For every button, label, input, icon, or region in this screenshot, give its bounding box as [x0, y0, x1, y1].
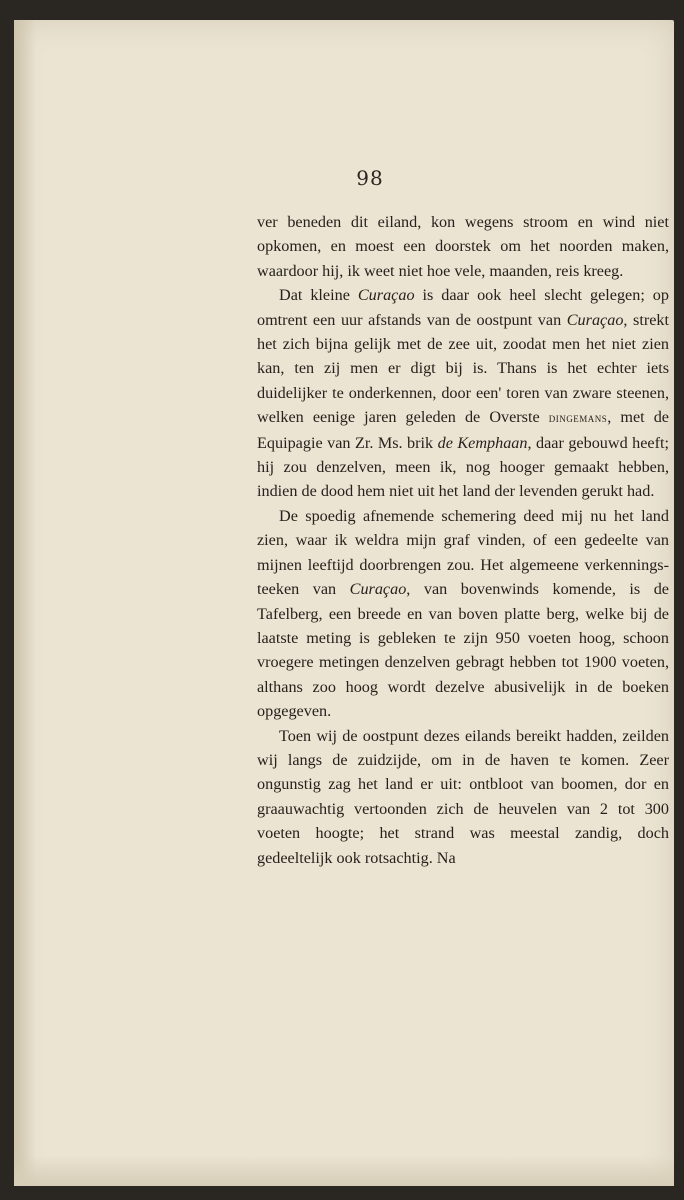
- paragraph: [257, 283, 669, 504]
- text-run: , met de Equipagie van Zr. Ms. brik: [257, 408, 669, 452]
- text-run: , daar gebouwd heeft; hij zou denzelven, meen ik, nog hooger gemaakt hebben, indien de dood hem niet uit het land der levenden gerukt had.: [257, 433, 670, 501]
- body-text: [257, 210, 669, 870]
- text-run: , strekt het zich bijna gelijk met de zee uit, zoodat men het niet zien kan, ten zij men er digt bij is. Thans is het echter iets duidelijker te onderkennen, door een' toren van zware steenen, welken eenige jaren geleden de Overste: [257, 310, 669, 427]
- italic-run: Curaçao: [349, 580, 407, 599]
- italic-run: de Kemphaan: [437, 433, 528, 452]
- text-run: De spoedig afnemende schemering deed mij nu het land zien, waar ik weldra mijn graf vinden, of een gedeelte van mijnen leeftijd doorbrengen zou. Het algemeene verkennings-teeken van: [257, 506, 669, 599]
- smallcaps-run: dingemans: [548, 410, 608, 426]
- text-run: Dat kleine: [279, 286, 358, 305]
- book-page: [14, 20, 674, 1186]
- page-number: 98: [356, 166, 384, 190]
- text-run: is daar ook heel slecht gelegen; op omtrent een uur afstands van de oostpunt van: [257, 286, 669, 329]
- text-run: , van bovenwinds komende, is de Tafelberg, een breede en van boven platte berg, welke bij de laatste meting is gebleken te zijn 950 voeten hoog, schoon vroegere metingen denzelven gebragt hebben tot 1900 voeten, althans zoo hoog wordt dezelve abusivelijk in de boeken opgegeven.: [257, 580, 669, 721]
- text-run: ver beneden dit eiland, kon wegens stroom en wind niet opkomen, en moest een doorstek om het noorden maken, waardoor hij, ik weet niet hoe vele, maanden, reis kreeg.: [257, 213, 669, 280]
- paragraph: [257, 210, 669, 283]
- italic-run: Curaçao: [357, 286, 415, 305]
- italic-run: Curaçao: [566, 310, 624, 329]
- paragraph: [257, 724, 669, 870]
- text-run: Toen wij de oostpunt dezes eilands bereikt hadden, zeilden wij langs de zuidzijde, om in de haven te komen. Zeer ongunstig zag het land er uit: ontbloot van boomen, dor en graauwachtig vertoonden zich de heuvelen van 2 tot 300 voeten hoogte; het strand was meestal zandig, doch gedeeltelijk ook rotsachtig. Na: [257, 726, 669, 867]
- paragraph: [257, 504, 669, 724]
